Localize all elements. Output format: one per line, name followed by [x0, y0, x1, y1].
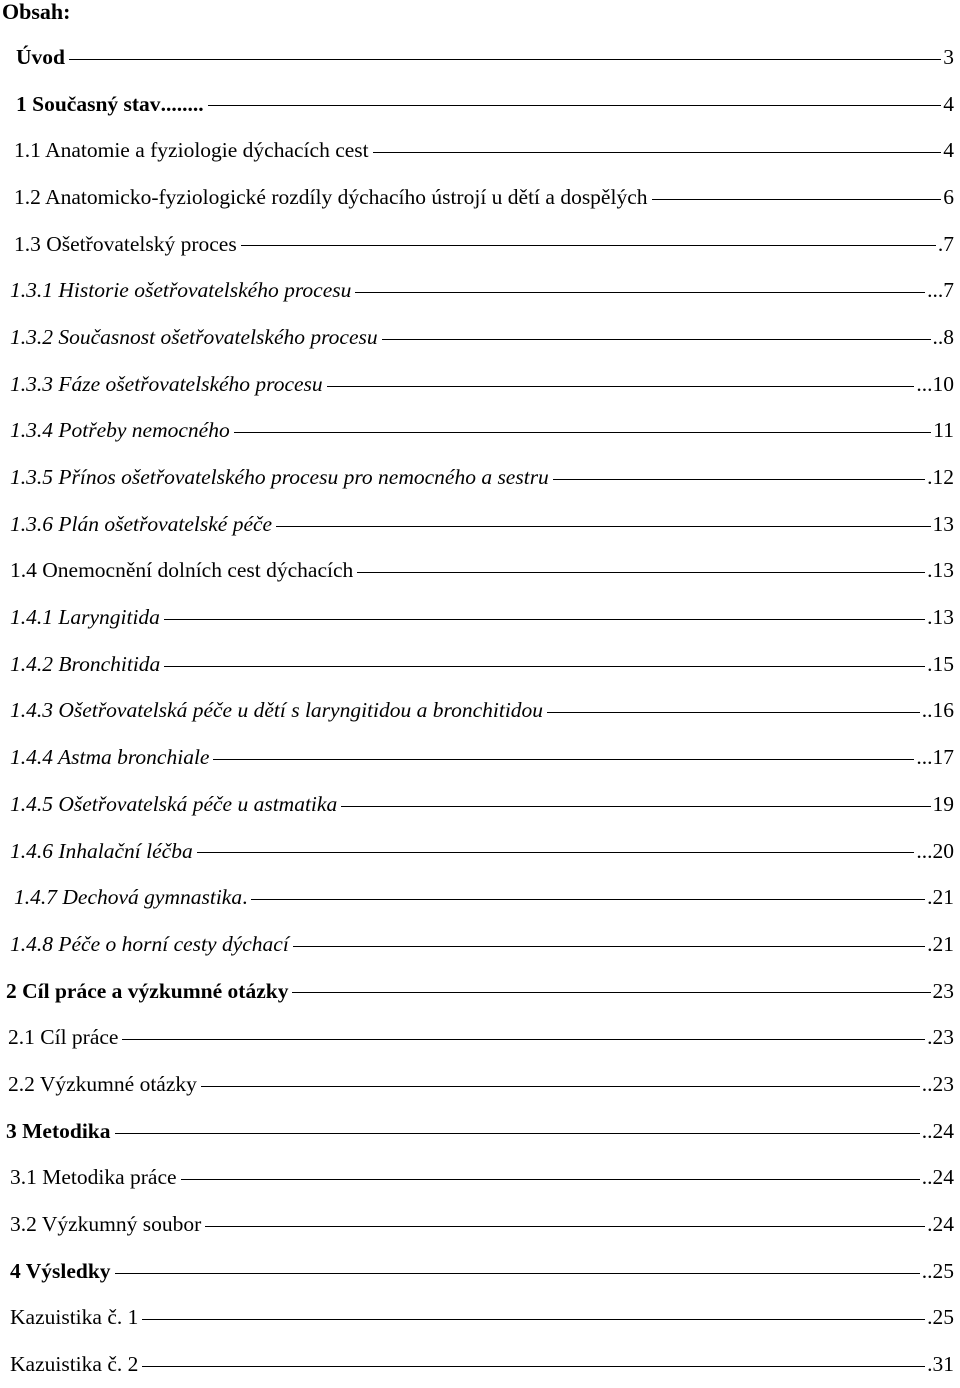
toc-entry-label: 3.1 Metodika práce: [10, 1165, 177, 1190]
toc-entry-label: 4 Výsledky: [10, 1259, 111, 1284]
toc-entry[interactable]: [0, 454, 960, 501]
toc-leader-line: [357, 572, 925, 573]
toc-entry-label: 1.4.4 Astma bronchiale: [10, 745, 209, 770]
toc-entry[interactable]: [0, 1248, 960, 1295]
toc-leader-line: [142, 1366, 925, 1367]
toc-entry-label: 1.3.3 Fáze ošetřovatelského procesu: [10, 372, 323, 397]
toc-entry-label: 1.4.8 Péče o horní cesty dýchací: [10, 932, 289, 957]
toc-entry-page: ..23: [922, 1072, 960, 1097]
toc-entry-label: 1.4.5 Ošetřovatelská péče u astmatika: [10, 792, 337, 817]
toc-entry-page: .12: [927, 465, 960, 490]
toc-entry[interactable]: [0, 641, 960, 688]
toc-entry-page: 6: [943, 185, 960, 210]
toc-heading: Obsah:: [2, 0, 70, 26]
toc-entry-label: 1.3.6 Plán ošetřovatelské péče: [10, 512, 272, 537]
toc-leader-line: [241, 245, 936, 246]
toc-entry-page: ..8: [933, 325, 960, 350]
toc-entry-page: .21: [927, 932, 960, 957]
toc-entry[interactable]: [0, 1201, 960, 1248]
toc-entry[interactable]: [0, 688, 960, 735]
toc-leader-line: [547, 712, 920, 713]
table-of-contents: [0, 34, 960, 1388]
toc-entry[interactable]: [0, 81, 960, 128]
toc-entry[interactable]: [0, 828, 960, 875]
toc-entry[interactable]: [0, 267, 960, 314]
toc-entry-page: ..16: [922, 698, 960, 723]
toc-entry-page: ..25: [922, 1259, 960, 1284]
toc-entry-label: 1.2 Anatomicko-fyziologické rozdíly dýchacího ústrojí u dětí a dospělých: [14, 185, 648, 210]
toc-entry-label: 2 Cíl práce a výzkumné otázky: [6, 979, 288, 1004]
toc-leader-line: [355, 292, 925, 293]
toc-entry-page: 23: [933, 979, 960, 1004]
toc-leader-line: [292, 992, 930, 993]
toc-entry-label: 1.4.7 Dechová gymnastika: [14, 885, 242, 910]
toc-leader-line: [164, 666, 925, 667]
toc-entry-page: 13: [933, 512, 960, 537]
toc-entry-page: .31: [927, 1352, 960, 1377]
toc-entry-label: 1.4.3 Ošetřovatelská péče u dětí s laryngitidou a bronchitidou: [10, 698, 543, 723]
toc-entry[interactable]: [0, 968, 960, 1015]
toc-leader-line: [164, 619, 925, 620]
toc-entry[interactable]: [0, 1295, 960, 1342]
toc-entry[interactable]: [0, 1341, 960, 1388]
toc-leader-line: [652, 199, 942, 200]
toc-leader-line: [69, 59, 941, 60]
toc-entry-page: .13: [927, 558, 960, 583]
toc-entry[interactable]: [0, 921, 960, 968]
toc-leader-line: [201, 1086, 920, 1087]
toc-entry[interactable]: [0, 174, 960, 221]
toc-entry[interactable]: [0, 34, 960, 81]
toc-entry-page: 3: [943, 45, 960, 70]
toc-entry-page: .21: [927, 885, 960, 910]
toc-entry[interactable]: [0, 408, 960, 455]
toc-entry-page: 11: [933, 418, 960, 443]
toc-entry-label: 1.3.1 Historie ošetřovatelského procesu: [10, 278, 351, 303]
toc-entry-label: 2.1 Cíl práce: [8, 1025, 118, 1050]
toc-entry-label: 1.4.6 Inhalační léčba: [10, 839, 193, 864]
toc-entry[interactable]: [0, 501, 960, 548]
toc-entry[interactable]: [0, 314, 960, 361]
toc-entry-label: 3.2 Výzkumný soubor: [10, 1212, 201, 1237]
toc-leader-line: [115, 1133, 920, 1134]
toc-entry-label: 3 Metodika: [6, 1119, 111, 1144]
toc-entry-page: ...17: [916, 745, 960, 770]
toc-entry-page: .24: [927, 1212, 960, 1237]
toc-entry[interactable]: [0, 1061, 960, 1108]
toc-leader-line: [197, 852, 915, 853]
toc-entry-label: 1.1 Anatomie a fyziologie dýchacích cest: [14, 138, 369, 163]
toc-entry-label: 1.4 Onemocnění dolních cest dýchacích: [10, 558, 353, 583]
toc-entry-page: 4: [943, 92, 960, 117]
toc-entry[interactable]: [0, 548, 960, 595]
toc-entry-page: ..24: [922, 1119, 960, 1144]
toc-entry-page: ...20: [916, 839, 960, 864]
toc-leader-line: [181, 1179, 920, 1180]
toc-leader-line: [142, 1319, 925, 1320]
toc-entry[interactable]: [0, 594, 960, 641]
toc-entry[interactable]: [0, 1108, 960, 1155]
toc-entry-page: ...7: [927, 278, 960, 303]
toc-entry-label: 1 Současný stav: [16, 92, 161, 117]
toc-leader-line: [251, 899, 925, 900]
toc-leader-line: [341, 806, 930, 807]
toc-entry[interactable]: [0, 1155, 960, 1202]
toc-entry-label: Kazuistika č. 2: [10, 1352, 138, 1377]
toc-entry-page: .13: [927, 605, 960, 630]
toc-entry[interactable]: [0, 1014, 960, 1061]
toc-entry-label: 1.3.5 Přínos ošetřovatelského procesu pro nemocného a sestru: [10, 465, 549, 490]
toc-entry[interactable]: [0, 127, 960, 174]
toc-entry[interactable]: [0, 361, 960, 408]
toc-leader-line: [213, 759, 914, 760]
toc-leader-line: [293, 946, 925, 947]
toc-entry-page: .15: [927, 652, 960, 677]
toc-entry-dots: .: [242, 885, 247, 910]
toc-entry-page: ...10: [916, 372, 960, 397]
toc-leader-line: [373, 152, 942, 153]
toc-entry-label: 1.4.1 Laryngitida: [10, 605, 160, 630]
toc-entry-page: .23: [927, 1025, 960, 1050]
toc-entry-label: Kazuistika č. 1: [10, 1305, 138, 1330]
toc-entry-label: 1.3.2 Současnost ošetřovatelského procesu: [10, 325, 378, 350]
toc-entry-label: Úvod: [16, 45, 65, 70]
toc-leader-line: [208, 105, 942, 106]
toc-leader-line: [205, 1226, 925, 1227]
toc-leader-line: [382, 339, 931, 340]
toc-leader-line: [115, 1273, 920, 1274]
toc-entry-label: 1.3 Ošetřovatelský proces: [14, 232, 237, 257]
toc-entry-label: 2.2 Výzkumné otázky: [8, 1072, 197, 1097]
toc-entry-page: 19: [933, 792, 960, 817]
toc-leader-line: [327, 386, 915, 387]
toc-leader-line: [122, 1039, 925, 1040]
toc-entry-label: 1.3.4 Potřeby nemocného: [10, 418, 230, 443]
toc-entry[interactable]: [0, 874, 960, 921]
toc-entry-page: ..24: [922, 1165, 960, 1190]
toc-entry[interactable]: [0, 781, 960, 828]
toc-entry-page: .7: [938, 232, 960, 257]
toc-entry-label: 1.4.2 Bronchitida: [10, 652, 160, 677]
toc-leader-line: [276, 526, 930, 527]
toc-entry-page: 4: [943, 138, 960, 163]
toc-leader-line: [553, 479, 925, 480]
toc-entry[interactable]: [0, 221, 960, 268]
toc-entry-dots: ........: [161, 92, 204, 117]
toc-entry-page: .25: [927, 1305, 960, 1330]
toc-entry[interactable]: [0, 734, 960, 781]
toc-leader-line: [234, 432, 932, 433]
